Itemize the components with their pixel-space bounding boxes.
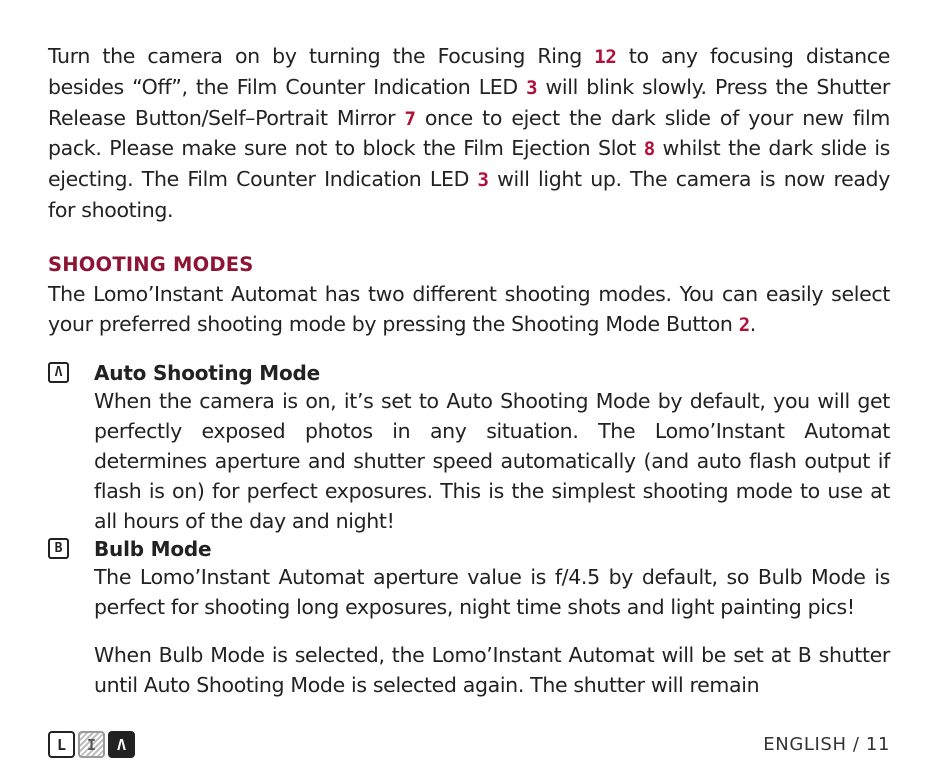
mode-title: Bulb Mode: [94, 537, 212, 562]
manual-page: [48, 42, 890, 701]
mode-description-continued: When Bulb Mode is selected, the Lomo’Instant Automat will be set at B shutter until Auto Shooting Mode is selected again. The shutter will remain: [94, 642, 890, 697]
lomo-logo: [48, 731, 135, 758]
mode-auto: [48, 360, 890, 536]
intro-paragraph: Turn the camera on by turning the Focusing Ring 12 to any focusing distance besides “Off”, the Film Counter Indication LED 3 will blink slowly. Press the Shutter Release Button/Self–Portrait Mirror 7 once to eject the dark slide of your new film pack. Please make sure not to block the Film Ejection Slot 8 whilst the dark slide is ejecting. The Film Counter Indication LED 3 will light up. The camera is now ready for shooting.: [48, 44, 891, 222]
page-footer: [48, 731, 890, 761]
logo-a-icon: Λ: [108, 731, 135, 758]
ref-film-counter-led: 3: [526, 76, 538, 99]
logo-l-icon: L: [48, 731, 75, 758]
section-heading: SHOOTING MODES: [48, 252, 254, 276]
ref-shooting-mode-button: 2: [738, 313, 750, 336]
ref-shutter-release: 7: [404, 107, 416, 130]
page-number: ENGLISH / 11: [763, 734, 890, 755]
mode-bulb: [48, 536, 890, 700]
ref-focusing-ring: 12: [594, 46, 617, 68]
logo-i-icon: I: [78, 731, 105, 758]
section-paragraph: The Lomo’Instant Automat has two different shooting modes. You can easily select your preferred shooting mode by pressing the Shooting Mode Button 2.: [48, 281, 890, 336]
mode-description: The Lomo’Instant Automat aperture value is f/4.5 by default, so Bulb Mode is perfect for shooting long exposures, night time shots and light painting pics!: [94, 565, 890, 620]
auto-mode-icon: Λ: [48, 362, 69, 383]
mode-title: Auto Shooting Mode: [94, 361, 320, 386]
ref-film-ejection-slot: 8: [643, 138, 655, 161]
mode-description: When the camera is on, it’s set to Auto Shooting Mode by default, you will get perfectly exposed photos in any situation. The Lomo’Instant Automat determines aperture and shutter speed automatically (and auto flash output if flash is on) for perfect exposures. This is the simplest shooting mode to use at all hours of the day and night!: [94, 389, 890, 533]
bulb-mode-icon: B: [48, 538, 69, 559]
ref-film-counter-led-2: 3: [477, 169, 489, 192]
